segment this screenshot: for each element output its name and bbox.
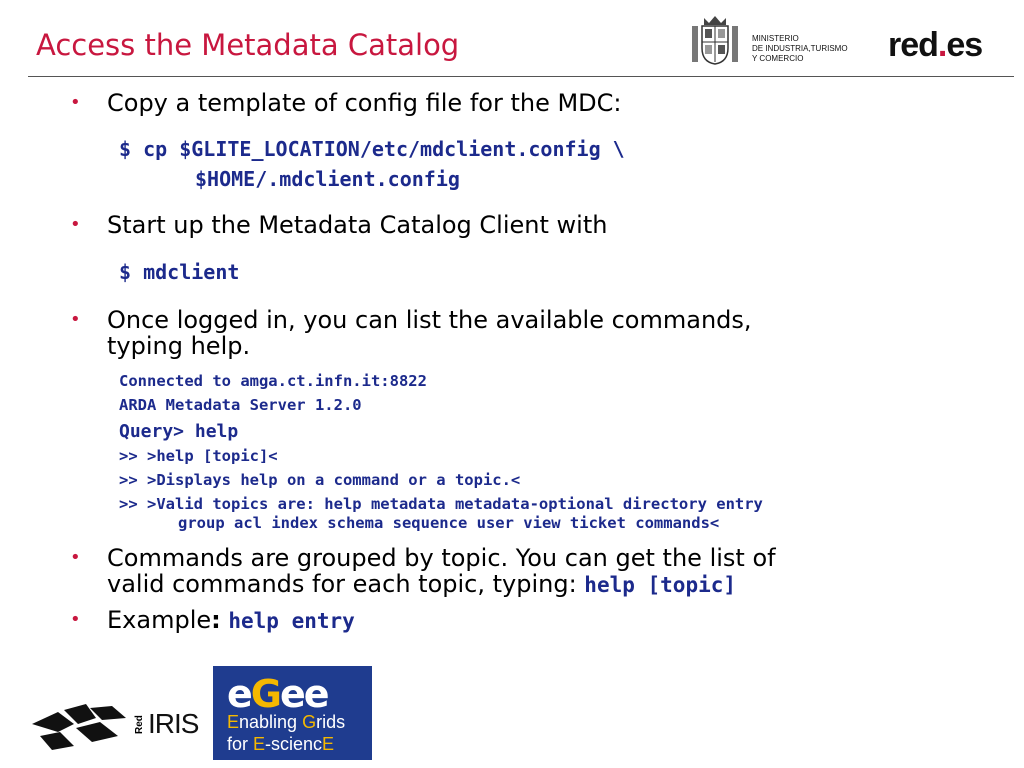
session-line: ARDA Metadata Server 1.2.0 bbox=[119, 396, 362, 414]
rediris-logo bbox=[30, 700, 200, 760]
red-es-logo bbox=[888, 26, 982, 65]
egee-letter: ee bbox=[279, 672, 328, 716]
egee-text: rids bbox=[316, 712, 346, 732]
session-line: >> >Valid topics are: help metadata metadata-optional directory entry bbox=[119, 495, 763, 513]
ministry-line: DE INDUSTRIA,TURISMO bbox=[752, 44, 848, 53]
code-line: $ mdclient bbox=[119, 260, 240, 284]
inline-code: help entry bbox=[228, 609, 355, 633]
rediris-text: IRIS bbox=[148, 708, 199, 739]
brand-dot: . bbox=[937, 26, 947, 64]
egee-text: E bbox=[253, 734, 266, 754]
egee-letter: e bbox=[227, 672, 251, 716]
code-line: $HOME/.mdclient.config bbox=[195, 167, 460, 191]
egee-text: E bbox=[322, 734, 335, 754]
bullet-text-with-code bbox=[107, 607, 355, 634]
code-line: $ cp $GLITE_LOCATION/etc/mdclient.config \ bbox=[119, 137, 625, 161]
inline-code: help [topic] bbox=[584, 573, 737, 597]
rediris-mark-icon bbox=[30, 702, 130, 752]
session-line: Query> help bbox=[119, 421, 239, 442]
brand-post: es bbox=[946, 26, 983, 64]
egee-letter: G bbox=[250, 672, 280, 716]
slide-title: Access the Metadata Catalog bbox=[36, 28, 460, 62]
bullet-colon: : bbox=[211, 606, 221, 634]
ministry-line: Y COMERCIO bbox=[752, 54, 804, 63]
bullet-text: Start up the Metadata Catalog Client with bbox=[107, 211, 608, 239]
egee-wordmark bbox=[227, 672, 328, 716]
coat-of-arms-logo bbox=[688, 12, 742, 68]
title-divider bbox=[28, 76, 1014, 77]
bullet-icon: • bbox=[70, 214, 81, 235]
bullet-text: Example bbox=[107, 606, 212, 634]
bullet-icon: • bbox=[70, 609, 81, 630]
egee-tagline-line2 bbox=[227, 734, 334, 755]
bullet-text: valid commands for each topic, typing: bbox=[107, 570, 585, 598]
session-line: group acl index schema sequence user view ticket commands< bbox=[178, 514, 720, 532]
egee-text: G bbox=[302, 712, 317, 732]
ministry-line: MINISTERIO bbox=[752, 34, 799, 43]
bullet-text: Once logged in, you can list the available commands, bbox=[107, 306, 752, 334]
egee-text: E bbox=[227, 712, 240, 732]
egee-text: -scienc bbox=[265, 734, 323, 754]
rediris-small-text: Red bbox=[134, 715, 145, 734]
session-line: >> >help [topic]< bbox=[119, 447, 278, 465]
bullet-icon: • bbox=[70, 92, 81, 113]
bullet-text: Commands are grouped by topic. You can get the list of bbox=[107, 544, 776, 572]
egee-logo bbox=[213, 666, 372, 760]
brand-pre: red bbox=[888, 26, 938, 64]
bullet-icon: • bbox=[70, 309, 81, 330]
egee-text: for bbox=[227, 734, 254, 754]
egee-text: nabling bbox=[239, 712, 303, 732]
egee-tagline-line1 bbox=[227, 712, 345, 733]
ministry-label bbox=[752, 34, 848, 64]
session-line: >> >Displays help on a command or a topic.< bbox=[119, 471, 521, 489]
bullet-text-with-code bbox=[107, 571, 736, 598]
bullet-text: typing help. bbox=[107, 332, 251, 360]
session-line: Connected to amga.ct.infn.it:8822 bbox=[119, 372, 427, 390]
bullet-text: Copy a template of config file for the MDC: bbox=[107, 89, 622, 117]
bullet-icon: • bbox=[70, 547, 81, 568]
